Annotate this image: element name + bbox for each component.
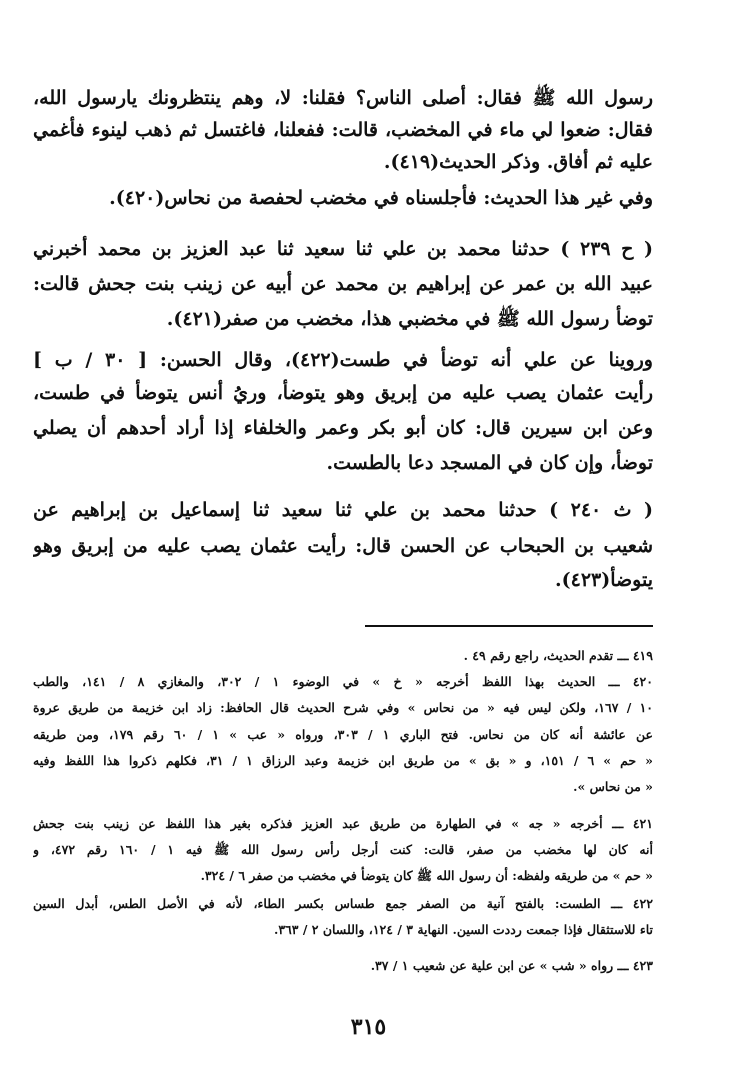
page-number: ٣١٥ xyxy=(350,1014,387,1040)
text-line: رأيت عثمان يصب عليه من إبريق وهو يتوضأ، وريُ أنس يتوضأ في طست، xyxy=(33,382,653,404)
text-line: وعن ابن سيرين قال: كان أبو بكر وعمر والخلفاء إذا أراد أحدهم أن يصلي xyxy=(33,417,653,439)
text-line: ( ث ٢٤٠ ) حدثنا محمد بن علي ثنا سعيد ثنا إسماعيل بن إبراهيم عن xyxy=(33,499,653,521)
footnote-line: عن عائشة أنه كان من نحاس. فتح الباري ١ / ٣٠٣، ورواه « عب » ١ / ٦٠ رقم ١٧٩، ومن طريقه xyxy=(33,727,653,742)
text-line: يتوضأ(٤٢٣). xyxy=(555,569,653,591)
text-line: عليه ثم أفاق. وذكر الحديث(٤١٩). xyxy=(383,151,653,173)
footnote-line: ١٠ / ١٦٧، ولكن ليس فيه « من نحاس » وفي شرح الحديث قال الحافظ: زاد ابن خزيمة من طريق عروة xyxy=(33,700,653,715)
footnote-line: ٤٢١ ـــ أخرجه « جه » في الطهارة من طريق عبد العزيز فذكره بغير هذا اللفظ عن زينب بنت جحش xyxy=(33,816,653,831)
footnote-line: « حم » ٦ / ١٥١، و « بق » من طريق ابن خزيمة وعبد الرزاق ١ / ٣١، فكلهم ذكروا هذا اللفظ وفيه xyxy=(33,753,653,768)
footnote-separator xyxy=(365,625,653,627)
text-line: عبيد الله بن عمر عن إبراهيم بن محمد عن أبيه عن زينب بنت جحش قالت: xyxy=(33,273,653,295)
footnote-line: ٤٢٠ ـــ الحديث بهذا اللفظ أخرجه « خ » في الوضوء ١ / ٣٠٢، والمغازي ٨ / ١٤١، والطب xyxy=(33,674,653,689)
text-line: ( ح ٢٣٩ ) حدثنا محمد بن علي ثنا سعيد ثنا عبد العزيز بن محمد أخبرني xyxy=(33,238,653,260)
footnote-line: « من نحاس ». xyxy=(573,779,653,794)
footnote-line: ٤٢٢ ـــ الطست: بالفتح آنية من الصفر جمع طساس بكسر الطاء، لأنه في الأصل الطس، أبدل السين xyxy=(33,896,653,911)
footnote-line: ٤١٩ ـــ تقدم الحديث، راجع رقم ٤٩ . xyxy=(463,648,653,663)
footnote-line: تاء للاستثقال فإذا جمعت رددت السين. النهاية ٣ / ١٢٤، واللسان ٢ / ٣٦٣. xyxy=(273,922,653,937)
text-line: فقال: ضعوا لي ماء في المخضب، قالت: ففعلنا، فاغتسل ثم ذهب لينوء فأغمي xyxy=(33,119,653,141)
text-line: وروينا عن علي أنه توضأ في طست(٤٢٢)، وقال الحسن: [ ٣٠ / ب ] xyxy=(33,349,653,371)
footnote-line: ٤٢٣ ـــ رواه « شب » عن ابن علية عن شعيب ١ / ٣٧. xyxy=(370,958,653,973)
text-line: توضأ رسول الله ﷺ في مخضبي هذا، مخضب من صفر(٤٢١). xyxy=(166,308,653,330)
footnote-line: « حم » من طريقه ولفظه: أن رسول الله ﷺ كان يتوضأ في مخضب من صفر ٦ / ٣٢٤. xyxy=(200,868,653,883)
text-line: شعيب بن الحبحاب عن الحسن قال: رأيت عثمان يصب عليه من إبريق وهو xyxy=(33,535,653,557)
text-line: رسول الله ﷺ فقال: أصلى الناس؟ فقلنا: لا، وهم ينتظرونك يارسول الله، xyxy=(33,87,653,109)
text-line: توضأ، وإن كان في المسجد دعا بالطست. xyxy=(326,452,653,474)
text-line: وفي غير هذا الحديث: فأجلسناه في مخضب لحفصة من نحاس(٤٢٠). xyxy=(109,187,653,209)
footnote-line: أنه كان لها مخضب من صفر، قالت: كنت أرجل رأس رسول الله ﷺ فيه ١ / ١٦٠ رقم ٤٧٢، و xyxy=(33,842,653,857)
